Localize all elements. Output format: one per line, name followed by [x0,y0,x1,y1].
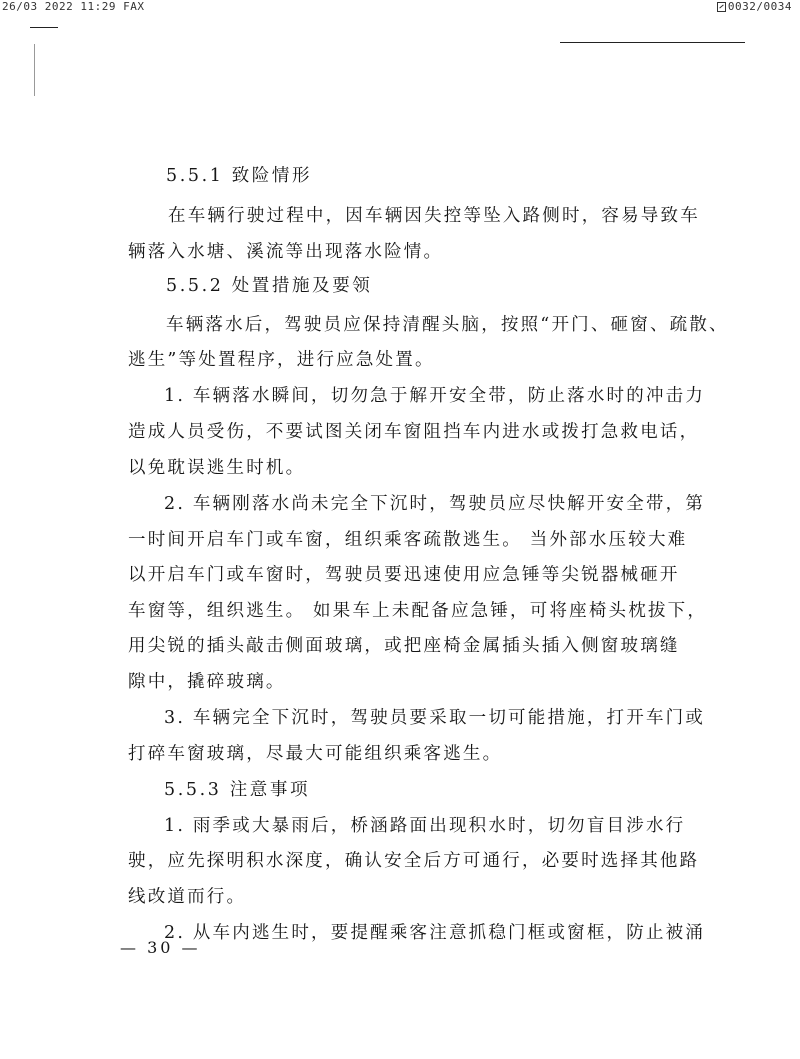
paragraph-line: 造成人员受伤，不要试图关闭车窗阻挡车内进水或拨打急救电话， [128,422,700,442]
section-heading: 5.5.3 注意事项 [164,780,311,800]
page-number: — 30 — [120,938,201,957]
fax-header [0,0,800,14]
paragraph-line: 1. 车辆落水瞬间，切勿急于解开安全带，防止落水时的冲击力 [164,386,706,406]
section-heading: 5.5.1 致险情形 [166,166,313,186]
paragraph-line: 用尖锐的插头敲击侧面玻璃，或把座椅金属插头插入侧窗玻璃缝 [128,636,680,656]
paragraph-line: 车窗等，组织逃生。 如果车上未配备应急锤，可将座椅头枕拔下， [128,601,708,621]
paragraph-line: 辆落入水塘、溪流等出现落水险情。 [128,242,444,262]
paragraph-line: 2. 车辆刚落水尚未完全下沉时，驾驶员应尽快解开安全带，第 [164,494,706,514]
paragraph-line: 以开启车门或车窗时，驾驶员要迅速使用应急锤等尖锐器械砸开 [128,565,680,585]
paragraph-line: 车辆落水后，驾驶员应保持清醒头脑，按照“开门、砸窗、疏散、 [166,315,729,335]
fax-page-counter: 0032/0034 [727,0,792,13]
paragraph-line: 2. 从车内逃生时，要提醒乘客注意抓稳门框或窗框，防止被涌 [164,923,706,943]
fax-page-icon [717,2,726,12]
paragraph-line: 一时间开启车门或车窗，组织乘客疏散逃生。 当外部水压较大难 [128,530,688,550]
paragraph-line: 3. 车辆完全下沉时，驾驶员要采取一切可能措施，打开车门或 [164,708,706,728]
paragraph-line: 以免耽误逃生时机。 [128,458,306,478]
scan-artifact-line [560,42,745,43]
paragraph-line: 逃生”等处置程序，进行应急处置。 [128,350,435,370]
scan-artifact-line [30,27,58,28]
section-heading: 5.5.2 处置措施及要领 [166,276,373,296]
paragraph-line: 线改道而行。 [128,887,247,907]
paragraph-line: 打碎车窗玻璃，尽最大可能组织乘客逃生。 [128,744,503,764]
paragraph-line: 在车辆行驶过程中，因车辆因失控等坠入路侧时，容易导致车 [168,206,700,226]
paragraph-line: 1. 雨季或大暴雨后，桥涵路面出现积水时，切勿盲目涉水行 [164,816,686,836]
scan-artifact-line [34,44,35,96]
paragraph-line: 隙中，撬碎玻璃。 [128,672,286,692]
paragraph-line: 驶，应先探明积水深度，确认安全后方可通行，必要时选择其他路 [128,851,700,871]
fax-page-counter-group [717,0,792,13]
fax-timestamp: 26/03 2022 11:29 FAX [2,0,145,13]
